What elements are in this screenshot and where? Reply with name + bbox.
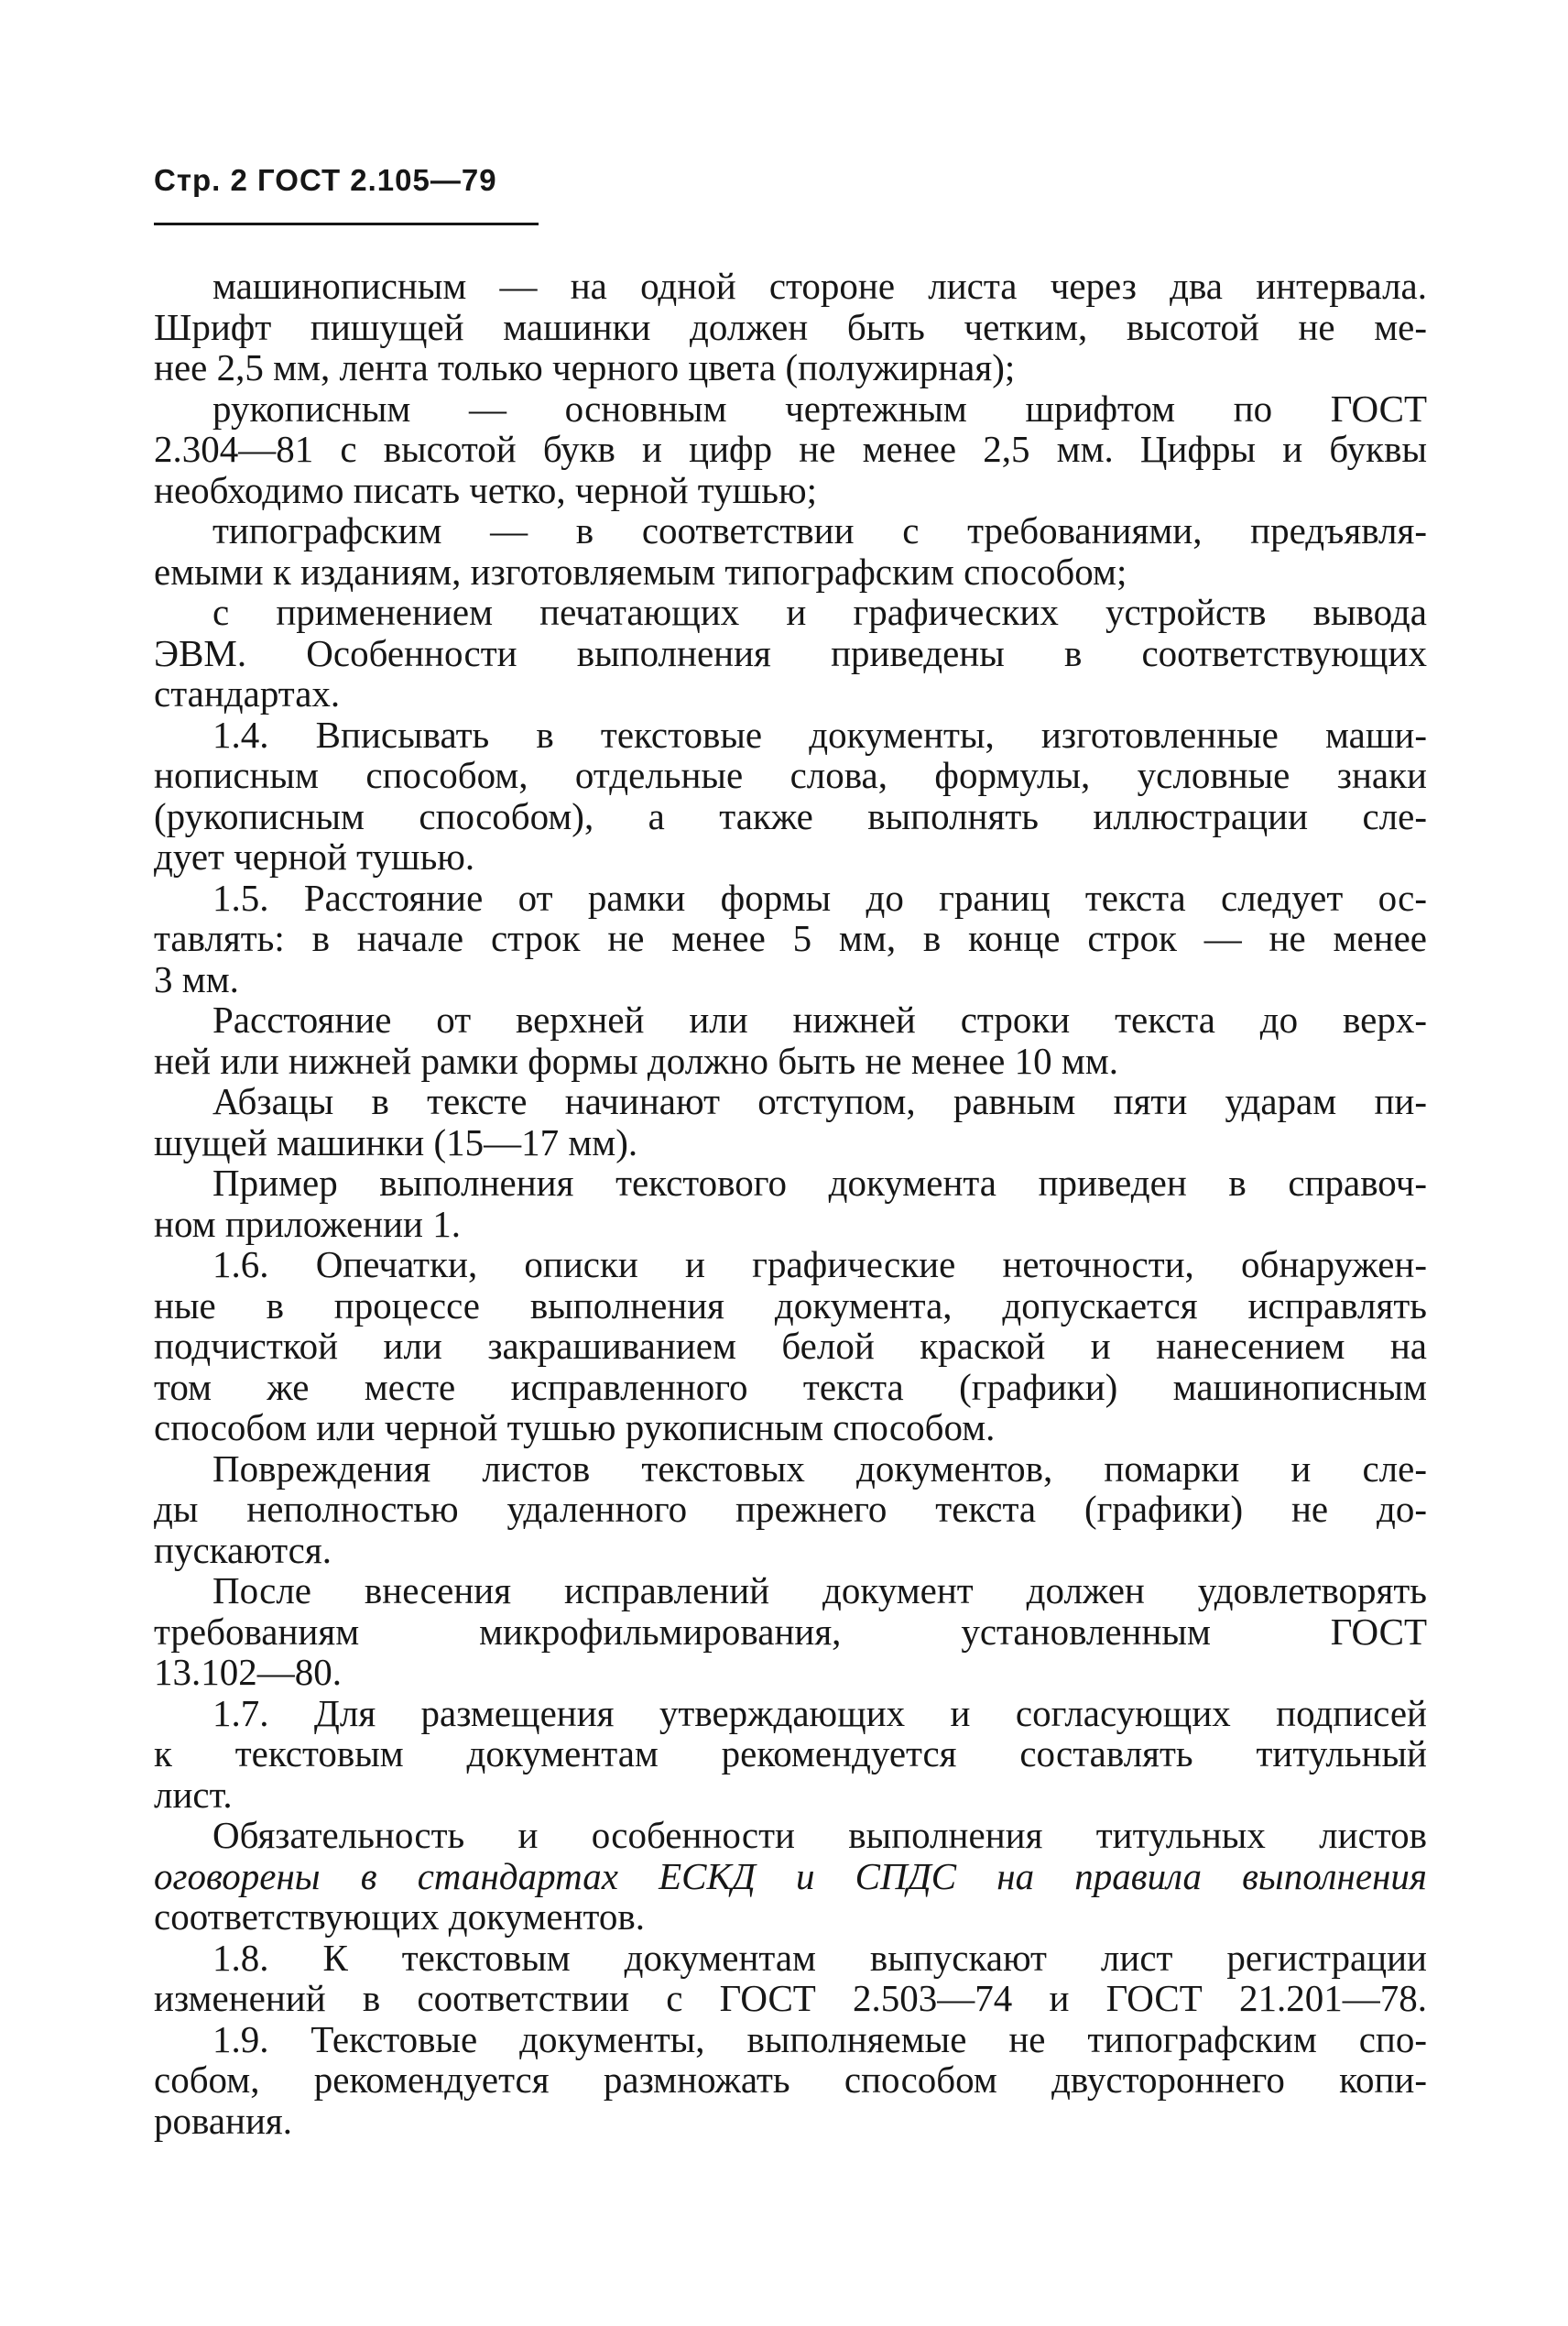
text-line: ЭВМ. Особенности выполнения приведены в соответствующих: [154, 631, 1427, 674]
text-line: (рукописным способом), а также выполнять иллюстрации сле-: [154, 794, 1427, 837]
text-line: 1.5. Расстояние от рамки формы до границ текста следует ос-: [212, 876, 1427, 919]
text-line: После внесения исправлений документ должен удовлетворять: [212, 1569, 1427, 1611]
text-line: нописным способом, отдельные слова, формулы, условные знаки: [154, 754, 1427, 796]
text-line: способом или черной тушью рукописным способом.: [154, 1406, 996, 1448]
text-line: рования.: [154, 2099, 293, 2142]
text-line: подчисткой или закрашиванием белой краской и нанесением на: [154, 1325, 1427, 1367]
text-line: Пример выполнения текстового документа приведен в справоч-: [212, 1162, 1427, 1204]
text-line: к текстовым документам рекомендуется составлять титульный: [154, 1732, 1427, 1775]
text-line: оговорены в стандартах ЕСКД и СПДС на правила выполнения: [154, 1854, 1427, 1897]
text-line: ные в процессе выполнения документа, допускается исправлять: [154, 1283, 1427, 1327]
text-line: 1.4. Вписывать в текстовые документы, изготовленные маши-: [212, 713, 1427, 756]
text-line: машинописным — на одной стороне листа через два интервала.: [212, 265, 1427, 307]
text-line: 1.8. К текстовым документам выпускают лист регистрации: [212, 1936, 1427, 1979]
text-line: емыми к изданиям, изготовляемым типографским способом;: [154, 550, 1127, 593]
page-header: Стр. 2 ГОСТ 2.105—79: [154, 163, 497, 197]
text-line: дует черной тушью.: [154, 835, 475, 878]
text-line: изменений в соответствии с ГОСТ 2.503—74 и ГОСТ 21.201—78.: [154, 1977, 1427, 2019]
text-line: 1.7. Для размещения утверждающих и согласующих подписей: [212, 1691, 1427, 1734]
text-line: ней или нижней рамки формы должно быть не менее 10 мм.: [154, 1039, 1118, 1082]
text-line: стандартах.: [154, 672, 341, 715]
text-line: типографским — в соответствии с требованиями, предъявля-: [212, 509, 1427, 551]
text-line: рукописным — основным чертежным шрифтом по ГОСТ: [212, 387, 1427, 430]
text-line: Расстояние от верхней или нижней строки текста до верх-: [212, 999, 1427, 1041]
text-line: 3 мм.: [154, 957, 239, 1000]
text-line: 13.102—80.: [154, 1651, 342, 1693]
text-line: собом, рекомендуется размножать способом двустороннего копи-: [154, 2058, 1427, 2101]
text-line: необходимо писать четко, черной тушью;: [154, 468, 817, 511]
text-line: Шрифт пишущей машинки должен быть четким, высотой не ме-: [154, 305, 1427, 348]
text-line: Абзацы в тексте начинают отступом, равным пяти ударам пи-: [212, 1080, 1427, 1122]
text-line: соответствующих документов.: [154, 1895, 646, 1938]
text-line: тавлять: в начале строк не менее 5 мм, в конце строк — не менее: [154, 917, 1427, 959]
text-line: 2.304—81 с высотой букв и цифр не менее 2,5 мм. Цифры и буквы: [154, 428, 1427, 470]
header-divider: [154, 223, 539, 225]
text-line: пускаются.: [154, 1528, 332, 1571]
text-line: том же месте исправленного текста (графики) машинописным: [154, 1365, 1427, 1408]
text-line: Обязательность и особенности выполнения титульных листов: [212, 1814, 1427, 1856]
text-line: лист.: [154, 1773, 233, 1816]
text-line: ном приложении 1.: [154, 1202, 461, 1245]
text-line: 1.9. Текстовые документы, выполняемые не типографским спо-: [212, 2017, 1427, 2060]
text-line: 1.6. Опечатки, описки и графические неточности, обнаружен-: [212, 1243, 1427, 1285]
text-line: ды неполностью удаленного прежнего текста (графики) не до-: [154, 1488, 1427, 1530]
document-body: [154, 266, 1427, 2141]
text-line: требованиям микрофильмирования, установленным ГОСТ: [154, 1610, 1427, 1653]
text-line: нее 2,5 мм, лента только черного цвета (полужирная);: [154, 346, 1016, 388]
text-line: Повреждения листов текстовых документов, помарки и сле-: [212, 1447, 1427, 1490]
text-line: с применением печатающих и графических устройств вывода: [212, 591, 1427, 633]
text-line: шущей машинки (15—17 мм).: [154, 1120, 638, 1163]
